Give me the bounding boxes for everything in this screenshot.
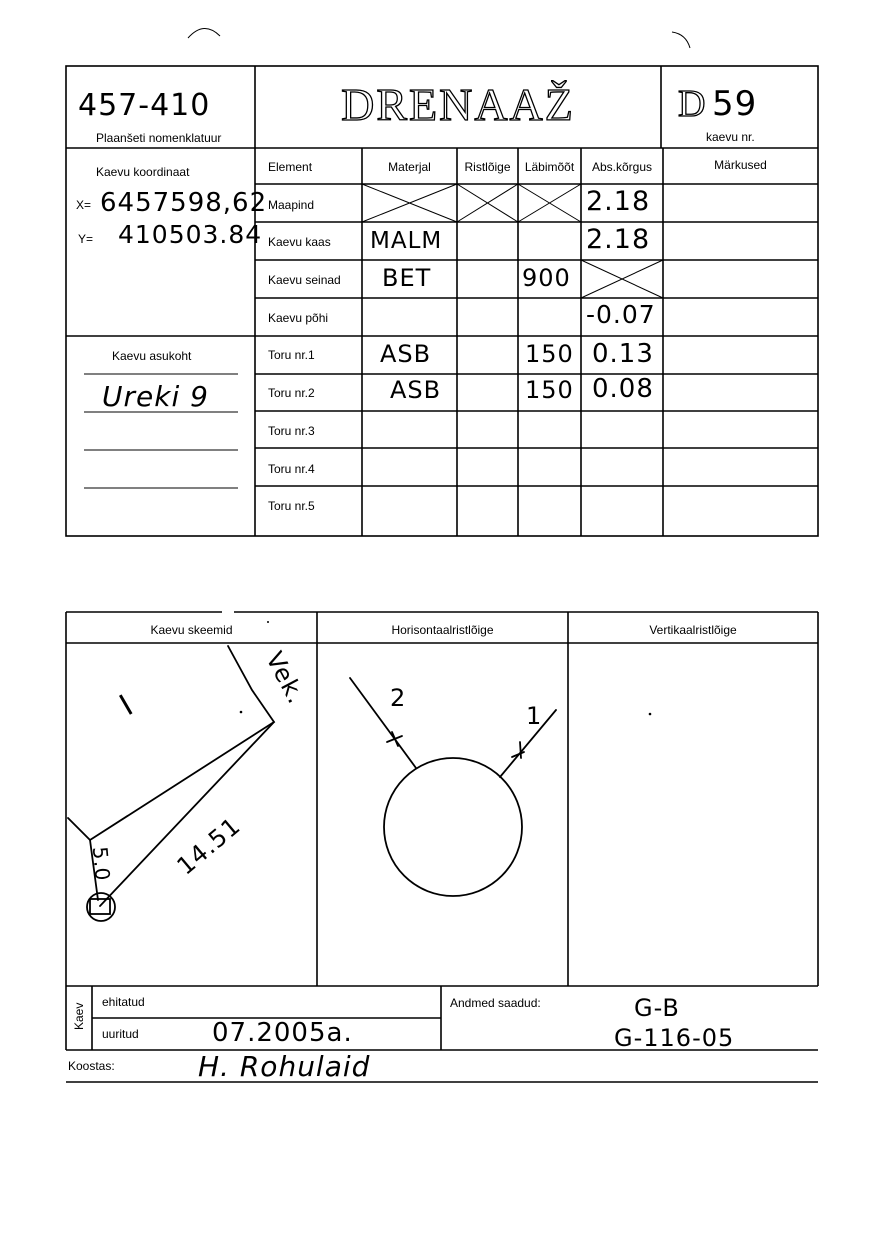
diameter-value: 150: [525, 340, 574, 368]
elevation-value: 2.18: [586, 224, 651, 255]
well-number-prefix: D: [678, 83, 706, 125]
row-element-name: Toru nr.1: [268, 348, 315, 362]
distance-label-1: 14.51: [171, 811, 247, 881]
author-label: Koostas:: [68, 1059, 115, 1073]
x-coordinate-value: 6457598,62: [100, 188, 268, 218]
coordinates-label: Kaevu koordinaat: [96, 165, 190, 179]
row-element-name: Toru nr.2: [268, 386, 315, 400]
col-header-material: Materjal: [388, 160, 431, 174]
sketch-header-horizontal: Horisontaalristlõige: [391, 623, 494, 637]
pipe-label-1: 1: [526, 702, 543, 730]
location-value: Ureki 9: [102, 380, 209, 413]
surveyed-date: 07.2005a.: [212, 1018, 353, 1048]
location-label: Kaevu asukoht: [112, 349, 192, 363]
data-source-line-2: G-116-05: [614, 1024, 735, 1052]
row-element-name: Toru nr.3: [268, 424, 315, 438]
sketch-header-schemes: Kaevu skeemid: [150, 623, 233, 637]
material-value: ASB: [390, 376, 442, 404]
sheet-number: 457-410: [78, 88, 211, 123]
surveyed-label: uuritud: [102, 1027, 139, 1041]
sketch-header-vertical: Vertikaalristlõige: [649, 623, 737, 637]
material-value: ASB: [380, 340, 432, 368]
y-coordinate-value: 410503.84: [118, 220, 263, 249]
page-title: DRENAAŽ: [341, 79, 575, 130]
well-number-label: kaevu nr.: [706, 130, 755, 144]
elevation-value: 0.13: [592, 339, 654, 369]
col-header-remarks: Märkused: [714, 158, 767, 172]
col-header-section: Ristlõige: [464, 160, 511, 174]
row-element-name: Toru nr.4: [268, 462, 315, 476]
row-element-name: Kaevu seinad: [268, 273, 341, 287]
diameter-value: 150: [525, 376, 574, 404]
x-coordinate-label: X=: [76, 198, 92, 212]
material-value: MALM: [370, 228, 443, 254]
col-header-elevation: Abs.kõrgus: [591, 160, 653, 174]
elevation-value: -0.07: [586, 300, 656, 329]
branch-label-vek: Vek.: [260, 647, 311, 709]
row-element-name: Kaevu põhi: [268, 311, 329, 325]
built-label: ehitatud: [102, 995, 145, 1009]
diameter-value: 900: [522, 264, 571, 292]
elevation-value: 0.08: [592, 374, 654, 404]
data-source-label: Andmed saadud:: [450, 996, 541, 1010]
author-name: H. Rohulaid: [198, 1050, 371, 1083]
branch-label-i: I: [113, 687, 140, 724]
row-element-name: Maapind: [268, 198, 315, 212]
sheet-number-label: Plaanšeti nomenklatuur: [96, 131, 222, 145]
row-element-name: Toru nr.5: [268, 499, 315, 513]
col-header-diameter: Läbimõõt: [524, 160, 575, 174]
pipe-label-2: 2: [390, 684, 407, 712]
footer-group-label: Kaev: [72, 1002, 86, 1030]
data-source-line-1: G-B: [634, 994, 680, 1022]
distance-label-2: 5.0: [87, 845, 115, 883]
col-header-element: Element: [268, 160, 313, 174]
row-element-name: Kaevu kaas: [268, 235, 331, 249]
well-number: 59: [712, 84, 758, 124]
y-coordinate-label: Y=: [78, 232, 94, 246]
material-value: BET: [382, 264, 432, 292]
elevation-value: 2.18: [586, 186, 651, 217]
